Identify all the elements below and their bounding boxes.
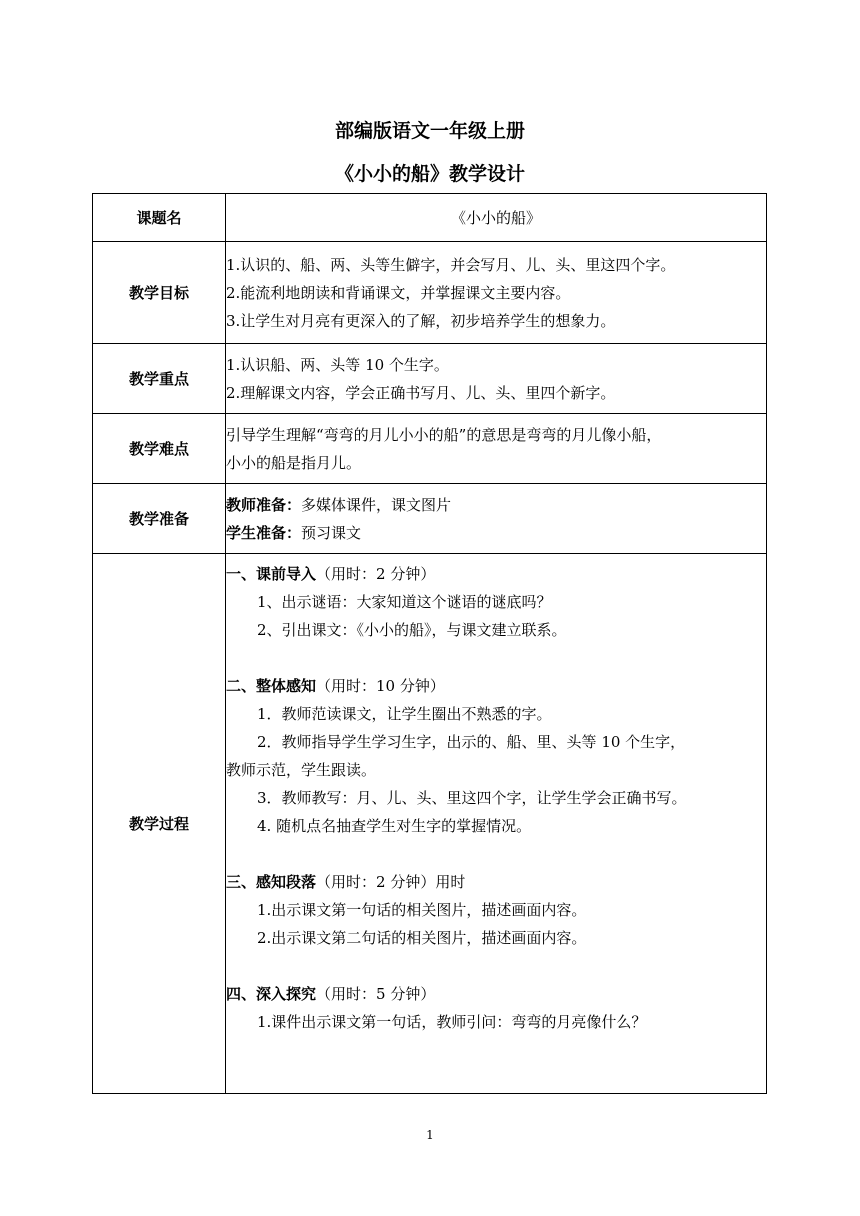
document-title: 部编版语文一年级上册	[334, 120, 525, 142]
process-item: 3．教师教写：月、儿、头、里这四个字，让学生学会正确书写。	[257, 789, 687, 807]
table-row-key-points	[93, 344, 767, 414]
section-title: 三、感知段落	[226, 873, 317, 891]
goal-item: 1.认识的、船、两、头等生僻字，并会写月、儿、头、里这四个字。	[226, 255, 676, 274]
section-title: 二、整体感知	[226, 677, 317, 695]
process-item: 1.课件出示课文第一句话，教师引问：弯弯的月亮像什么？	[257, 1013, 647, 1031]
key-points-label: 教学重点	[93, 344, 226, 414]
table-row-process	[93, 554, 767, 1094]
section-time: （用时：10 分钟）	[316, 677, 445, 695]
goals-label: 教学目标	[93, 242, 226, 344]
process-item: 1.出示课文第一句话的相关图片，描述画面内容。	[257, 901, 587, 919]
difficulty-line: 引导学生理解“弯弯的月儿小小的船”的意思是弯弯的月儿像小船，	[226, 425, 662, 444]
process-item: 2、引出课文：《小小的船》，与课文建立联系。	[257, 621, 567, 639]
teacher-preparation-lead: 教师准备：	[226, 495, 302, 514]
goal-item: 3.让学生对月亮有更深入的了解，初步培养学生的想象力。	[226, 311, 616, 330]
section-heading-explore	[226, 980, 766, 1008]
section-heading-intro	[226, 560, 766, 588]
section-time: （用时：2 分钟）用时	[316, 873, 466, 891]
key-point-item: 1.认识船、两、头等 10 个生字。	[226, 355, 449, 374]
topic-label: 课题名	[93, 194, 226, 242]
preparation-label: 教学准备	[93, 484, 226, 554]
section-heading-overview	[226, 672, 766, 700]
key-points-content	[226, 344, 767, 414]
lesson-plan-table	[92, 193, 767, 1094]
process-item: 2．教师指导学生学习生字，出示的、船、里、头等 10 个生字，	[257, 733, 686, 751]
section-heading-paragraphs	[226, 868, 766, 896]
student-preparation-text: 预习课文	[301, 523, 362, 542]
teacher-preparation-text: 多媒体课件，课文图片	[301, 495, 452, 514]
section-time: （用时：5 分钟）	[316, 985, 436, 1003]
process-item: 1．教师范读课文，让学生圈出不熟悉的字。	[257, 705, 552, 723]
difficulties-label: 教学难点	[93, 414, 226, 484]
table-row-preparation	[93, 484, 767, 554]
blank-line	[226, 952, 766, 980]
student-preparation-lead: 学生准备：	[226, 523, 302, 542]
teacher-preparation	[226, 491, 766, 519]
process-item-continuation: 教师示范，学生跟读。	[226, 761, 377, 779]
section-time: （用时：2 分钟）	[316, 565, 436, 583]
page-number: 1	[426, 1128, 434, 1142]
difficulties-content	[226, 414, 767, 484]
table-row-goals	[93, 242, 767, 344]
blank-line	[226, 840, 766, 868]
blank-line	[226, 644, 766, 672]
process-item: 1、出示谜语：大家知道这个谜语的谜底吗？	[257, 593, 552, 611]
preparation-content	[226, 484, 767, 554]
table-row-difficulties	[93, 414, 767, 484]
table-row-topic	[93, 194, 767, 242]
goals-content	[226, 242, 767, 344]
document-subtitle: 《小小的船》教学设计	[334, 163, 525, 185]
key-point-item: 2.理解课文内容，学会正确书写月、儿、头、里四个新字。	[226, 383, 616, 402]
section-title: 一、课前导入	[226, 565, 317, 583]
topic-value: 《小小的船》	[226, 194, 767, 242]
student-preparation	[226, 519, 766, 547]
difficulty-line: 小小的船是指月儿。	[226, 453, 362, 472]
process-content	[226, 554, 767, 1094]
process-item: 2.出示课文第二句话的相关图片，描述画面内容。	[257, 929, 587, 947]
section-title: 四、深入探究	[226, 985, 317, 1003]
process-item: 4. 随机点名抽查学生对生字的掌握情况。	[257, 817, 532, 835]
process-label: 教学过程	[93, 554, 226, 1094]
goal-item: 2.能流利地朗读和背诵课文，并掌握课文主要内容。	[226, 283, 571, 302]
